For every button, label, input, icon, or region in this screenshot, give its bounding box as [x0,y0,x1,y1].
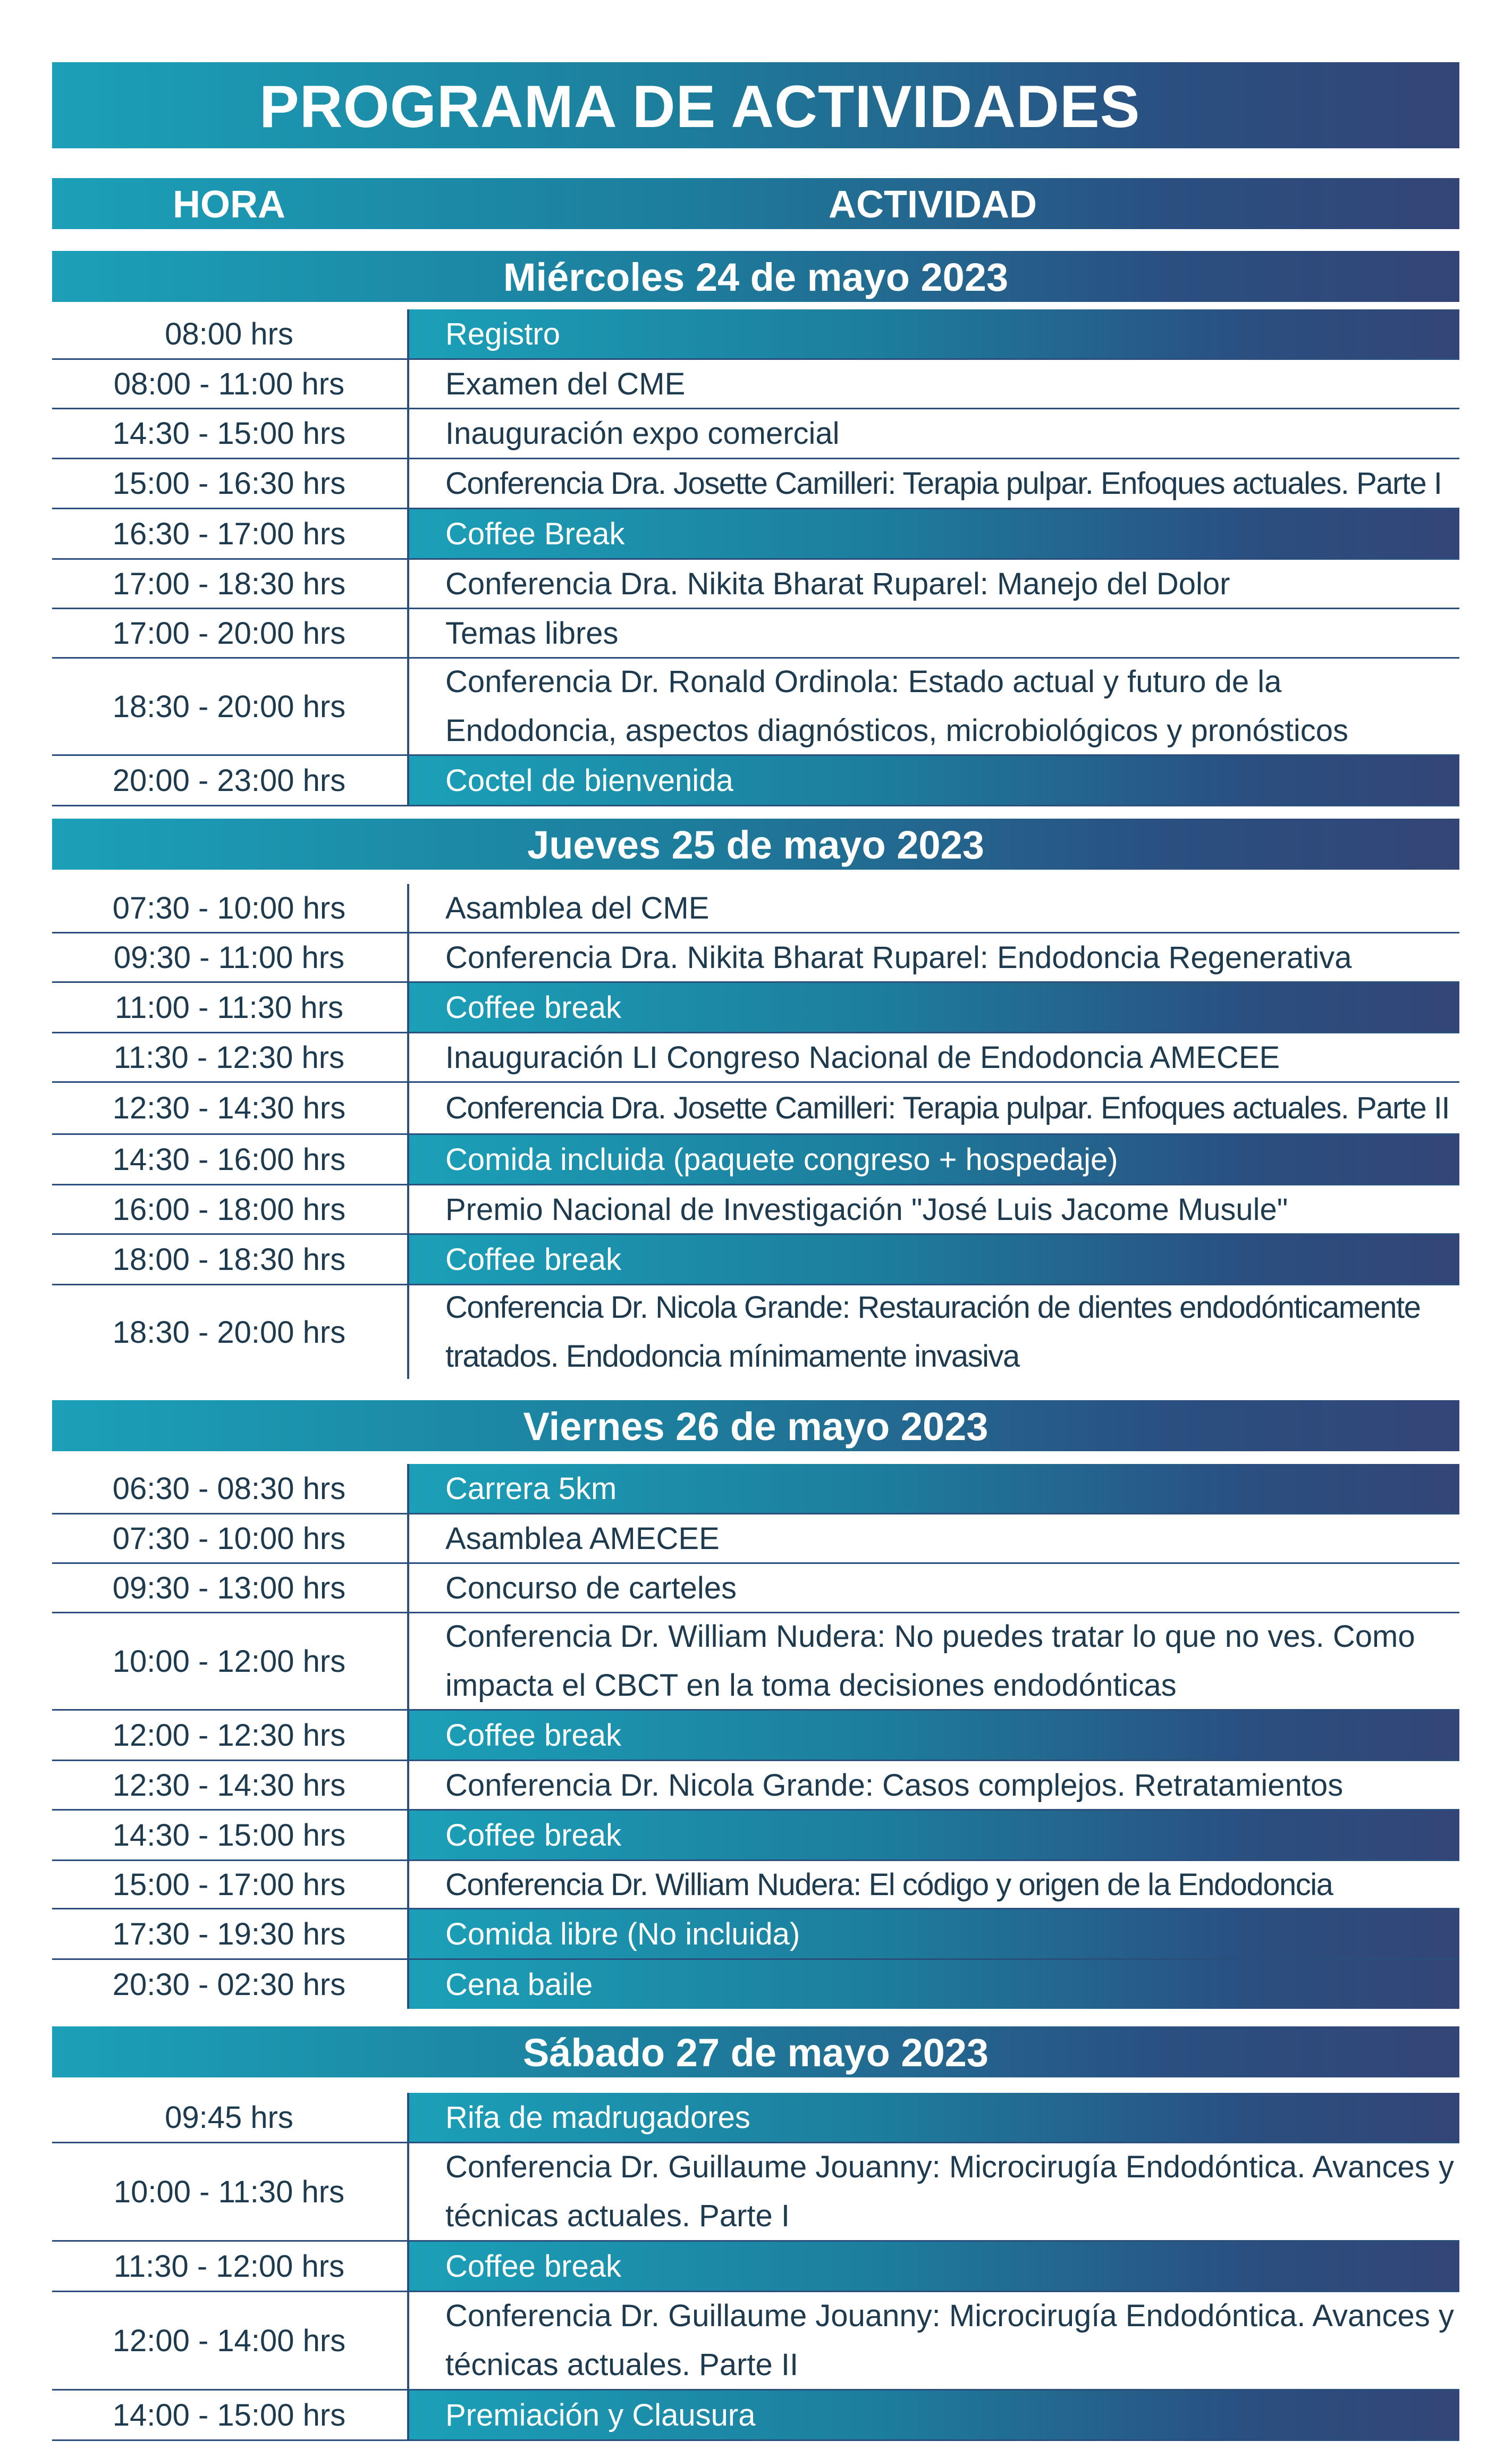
row-time: 11:30 - 12:30 hrs [113,1040,345,1075]
row-time: 18:00 - 18:30 hrs [112,1242,346,1277]
table-row [52,1033,1459,1081]
row-time: 09:30 - 13:00 hrs [112,1570,346,1605]
row-activity: Coffee break [407,1711,1459,1760]
table-row [52,1711,1459,1760]
divider [52,2439,1459,2441]
day-header-viernes: Viernes 26 de mayo 2023 [52,1400,1459,1451]
row-time: 14:30 - 15:00 hrs [112,1817,346,1853]
row-time: 07:30 - 10:00 hrs [112,1521,346,1556]
row-activity: Asamblea del CME [407,884,1459,932]
table-row [52,2391,1459,2439]
row-time: 09:30 - 11:00 hrs [113,940,345,975]
row-time: 12:30 - 14:30 hrs [112,1768,346,1803]
page-title: PROGRAMA DE ACTIVIDADES [259,73,1141,140]
day-header-jueves: Jueves 25 de mayo 2023 [52,819,1459,870]
row-time: 11:00 - 11:30 hrs [115,990,343,1025]
table-row [52,1235,1459,1284]
row-time: 12:00 - 12:30 hrs [112,1718,346,1753]
row-activity: Concurso de carteles [407,1564,1459,1612]
row-time: 07:30 - 10:00 hrs [112,890,346,925]
row-time: 14:00 - 15:00 hrs [112,2397,346,2433]
row-activity: Coctel de bienvenida [407,756,1459,805]
row-activity: Coffee break [407,2242,1459,2291]
row-activity: Conferencia Dr. Nicola Grande: Restauración de dientes endodónticamente tratados. Endodoncia mínimamente invasiva [407,1285,1459,1379]
table-row [52,1464,1459,1513]
row-activity: Conferencia Dr. Guillaume Jouanny: Microcirugía Endodóntica. Avances y técnicas actuales. Parte I [407,2143,1459,2240]
row-time: 20:00 - 23:00 hrs [112,763,346,798]
row-time: 11:30 - 12:00 hrs [113,2249,345,2284]
table-row [52,1811,1459,1859]
row-activity: Cena baile [407,1960,1459,2009]
row-activity: Coffee Break [407,509,1459,558]
table-row [52,2093,1459,2142]
row-activity: Coffee break [407,1235,1459,1284]
row-activity: Conferencia Dra. Josette Camilleri: Terapia pulpar. Enfoques actuales. Parte I [407,459,1459,508]
row-time: 08:00 - 11:00 hrs [113,366,345,401]
row-activity: Inauguración LI Congreso Nacional de Endodoncia AMECEE [407,1033,1459,1081]
row-activity: Conferencia Dr. William Nudera: El código y origen de la Endodoncia [407,1861,1459,1908]
table-row [52,983,1459,1032]
row-time: 14:30 - 15:00 hrs [112,416,346,451]
header-hora: HORA [173,183,285,226]
table-row [52,1613,1459,1709]
row-time: 08:00 hrs [165,316,293,351]
row-time: 17:00 - 20:00 hrs [112,616,346,651]
row-activity: Asamblea AMECEE [407,1514,1459,1562]
table-row [52,309,1459,358]
row-activity: Comida libre (No incluida) [407,1909,1459,1958]
table-row [52,509,1459,558]
row-activity: Carrera 5km [407,1464,1459,1513]
row-activity: Conferencia Dr. Nicola Grande: Casos complejos. Retratamientos [407,1761,1459,1809]
table-header [52,178,1459,229]
row-activity: Inauguración expo comercial [407,409,1459,458]
row-time: 10:00 - 12:00 hrs [112,1644,346,1679]
row-time: 12:00 - 14:00 hrs [112,2323,346,2358]
row-time: 20:30 - 02:30 hrs [112,1967,346,2002]
title-bar [52,62,1459,148]
row-activity: Conferencia Dra. Nikita Bharat Ruparel: Manejo del Dolor [407,560,1459,608]
row-activity: Conferencia Dr. Guillaume Jouanny: Microcirugía Endodóntica. Avances y técnicas actuales. Parte II [407,2292,1459,2389]
table-row [52,884,1459,932]
day-header-miercoles: Miércoles 24 de mayo 2023 [52,251,1459,302]
table-row [52,609,1459,657]
table-row [52,2242,1459,2291]
table-row [52,1285,1459,1379]
row-time: 15:00 - 17:00 hrs [112,1867,346,1902]
table-row [52,1083,1459,1133]
row-activity: Conferencia Dra. Nikita Bharat Ruparel: Endodoncia Regenerativa [407,933,1459,981]
row-time: 10:00 - 11:30 hrs [113,2174,345,2209]
row-activity: Premiación y Clausura [407,2391,1459,2439]
row-activity: Coffee break [407,1811,1459,1859]
table-row [52,756,1459,805]
row-activity: Coffee break [407,983,1459,1032]
row-time: 14:30 - 16:00 hrs [112,1142,346,1177]
row-time: 12:30 - 14:30 hrs [112,1091,346,1125]
table-row [52,1514,1459,1562]
table-row [52,1761,1459,1809]
row-activity: Rifa de madrugadores [407,2093,1459,2142]
table-row [52,933,1459,981]
header-actividad: ACTIVIDAD [829,183,1037,226]
row-activity: Conferencia Dra. Josette Camilleri: Terapia pulpar. Enfoques actuales. Parte II [407,1083,1459,1133]
row-activity: Conferencia Dr. William Nudera: No puedes tratar lo que no ves. Como impacta el CBCT en la toma decisiones endodónticas [407,1613,1459,1709]
table-row [52,1909,1459,1958]
table-row [52,2292,1459,2389]
row-time: 18:30 - 20:00 hrs [112,1315,346,1350]
row-time: 17:00 - 18:30 hrs [112,566,346,601]
row-time: 18:30 - 20:00 hrs [112,689,346,724]
table-row [52,1185,1459,1233]
row-activity: Premio Nacional de Investigación "José Luis Jacome Musule" [407,1185,1459,1233]
row-time: 15:00 - 16:30 hrs [112,466,346,501]
table-row [52,459,1459,508]
table-row [52,1135,1459,1184]
divider [52,805,1459,806]
table-row [52,1960,1459,2009]
row-activity: Examen del CME [407,360,1459,408]
row-activity: Temas libres [407,609,1459,657]
row-activity: Registro [407,309,1459,358]
row-time: 16:00 - 18:00 hrs [112,1192,346,1227]
table-row [52,2143,1459,2240]
row-time: 06:30 - 08:30 hrs [112,1471,346,1506]
table-row [52,1861,1459,1908]
row-time: 09:45 hrs [165,2100,293,2135]
table-row [52,659,1459,754]
row-time: 17:30 - 19:30 hrs [112,1916,346,1951]
row-activity: Conferencia Dr. Ronald Ordinola: Estado actual y futuro de la Endodoncia, aspectos diagnósticos, microbiológicos y pronósticos [407,659,1459,754]
table-row [52,360,1459,408]
row-time: 16:30 - 17:00 hrs [112,516,346,551]
day-header-sabado: Sábado 27 de mayo 2023 [52,2026,1459,2077]
table-row [52,560,1459,608]
row-activity: Comida incluida (paquete congreso + hospedaje) [407,1135,1459,1184]
table-row [52,1564,1459,1612]
table-row [52,409,1459,458]
